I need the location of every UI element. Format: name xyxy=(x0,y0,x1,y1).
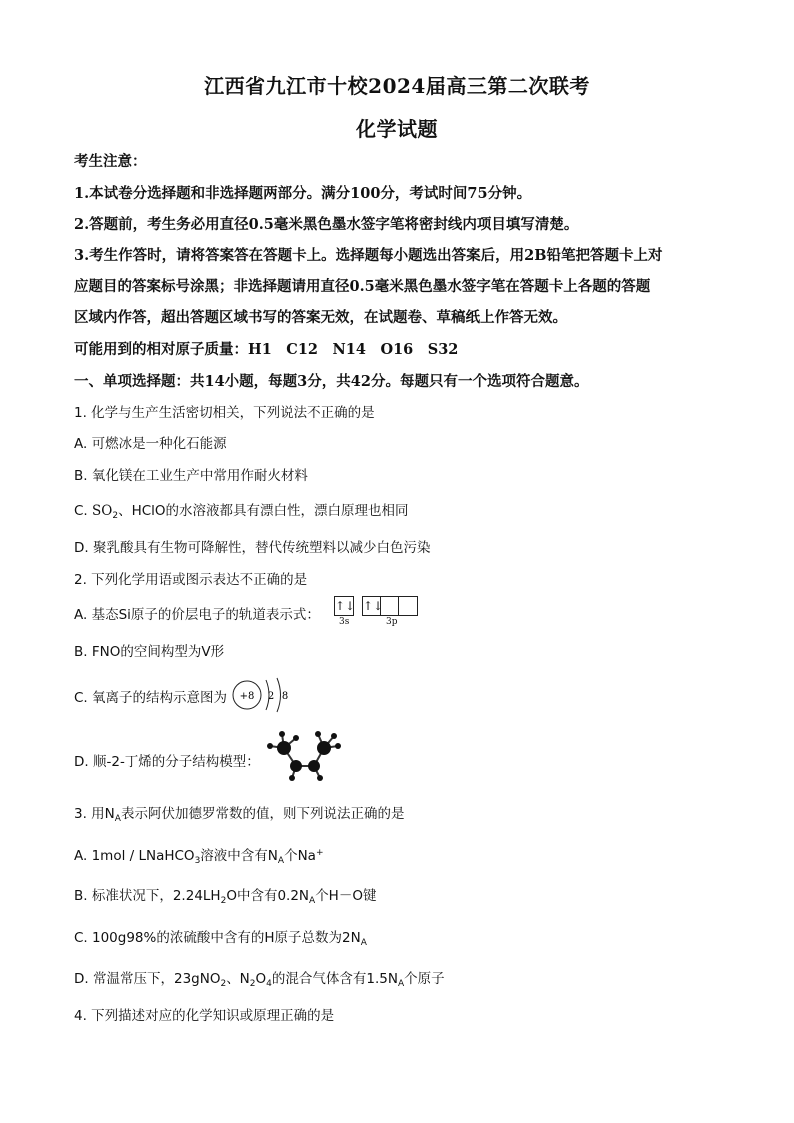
nucleus-charge: +8 xyxy=(239,691,255,702)
shell-electrons-1: 2 xyxy=(267,691,275,702)
q2-option-b: B. FNO的空间构型为V形 xyxy=(74,644,225,660)
atomic-mass-line: 可能用到的相对原子质量：H1 C12 N14 O16 S32 xyxy=(74,341,459,358)
cis-2-butene-model xyxy=(262,728,346,784)
notice-heading: 考生注意： xyxy=(74,153,147,170)
q1-option-b: B. 氧化镁在工业生产中常用作耐火材料 xyxy=(74,468,308,484)
orbital-3p-boxes: ↑↓ xyxy=(362,596,418,616)
q1-option-a: A. 可燃冰是一种化石能源 xyxy=(74,436,227,452)
q3-option-d: D. 常温常压下，23gNO$_2$、$N_2O_4$的混合气体含有$1.5N_A$个原子 xyxy=(74,971,445,989)
shell-arc-2 xyxy=(277,678,281,712)
exam-subtitle: 化学试题 xyxy=(356,117,438,141)
oxide-ion-structure-diagram xyxy=(230,676,294,714)
notice-item-3-cont2: 区域内作答，超出答题区域书写的答案无效，在试题卷、草稿纸上作答无效。 xyxy=(74,309,567,326)
q2-stem: 2. 下列化学用语或图示表达不正确的是 xyxy=(74,572,308,588)
q1-option-c: C. $SO_2$、HClO的水溶液都具有漂白性，漂白原理也相同 xyxy=(74,503,409,521)
q3-option-a: A. 1mol / LNaHCO$_3$溶液中含有$N_A$个Na+ xyxy=(74,848,324,866)
notice-item-2: 2.答题前，考生务必用直径0.5毫米黑色墨水签字笔将密封线内项目填写清楚。 xyxy=(74,216,579,233)
q1-option-d: D. 聚乳酸具有生物可降解性，替代传统塑料以减少白色污染 xyxy=(74,540,431,556)
q3-option-b: B. 标准状况下，$2.24LH_2O$中含有$0.2N_A$个H－O键 xyxy=(74,888,377,906)
section-heading: 一、单项选择题：共14小题，每题3分，共42分。每题只有一个选项符合题意。 xyxy=(74,373,589,390)
orbital-label-3p: 3p xyxy=(386,617,398,627)
notice-item-3-cont: 应题目的答案标号涂黑；非选择题请用直径0.5毫米黑色墨水签字笔在答题卡上各题的答题 xyxy=(74,278,651,295)
orbital-3s-box: ↑↓ xyxy=(334,596,354,616)
q4-stem: 4. 下列描述对应的化学知识或原理正确的是 xyxy=(74,1008,335,1024)
orbital-label-3s: 3s xyxy=(339,617,350,627)
q1-stem: 1. 化学与生产生活密切相关，下列说法不正确的是 xyxy=(74,405,375,421)
q2-option-d: D. 顺-2-丁烯的分子结构模型： xyxy=(74,754,260,770)
q3-option-c: C. 100g98%的浓硫酸中含有的H原子总数为$2N_A$ xyxy=(74,930,367,948)
q2-option-a: A. 基态Si原子的价层电子的轨道表示式： xyxy=(74,607,320,623)
exam-title: 江西省九江市十校2024届高三第二次联考 xyxy=(204,74,590,98)
notice-item-1: 1.本试卷分选择题和非选择题两部分。满分100分，考试时间75分钟。 xyxy=(74,185,532,202)
shell-electrons-2: 8 xyxy=(281,691,289,702)
q2-option-c: C. 氧离子的结构示意图为 xyxy=(74,690,228,706)
notice-item-3: 3.考生作答时，请将答案答在答题卡上。选择题每小题选出答案后，用2B铅笔把答题卡上对 xyxy=(74,247,663,264)
q3-stem: 3. 用$N_A$表示阿伏加德罗常数的值，则下列说法正确的是 xyxy=(74,806,405,824)
